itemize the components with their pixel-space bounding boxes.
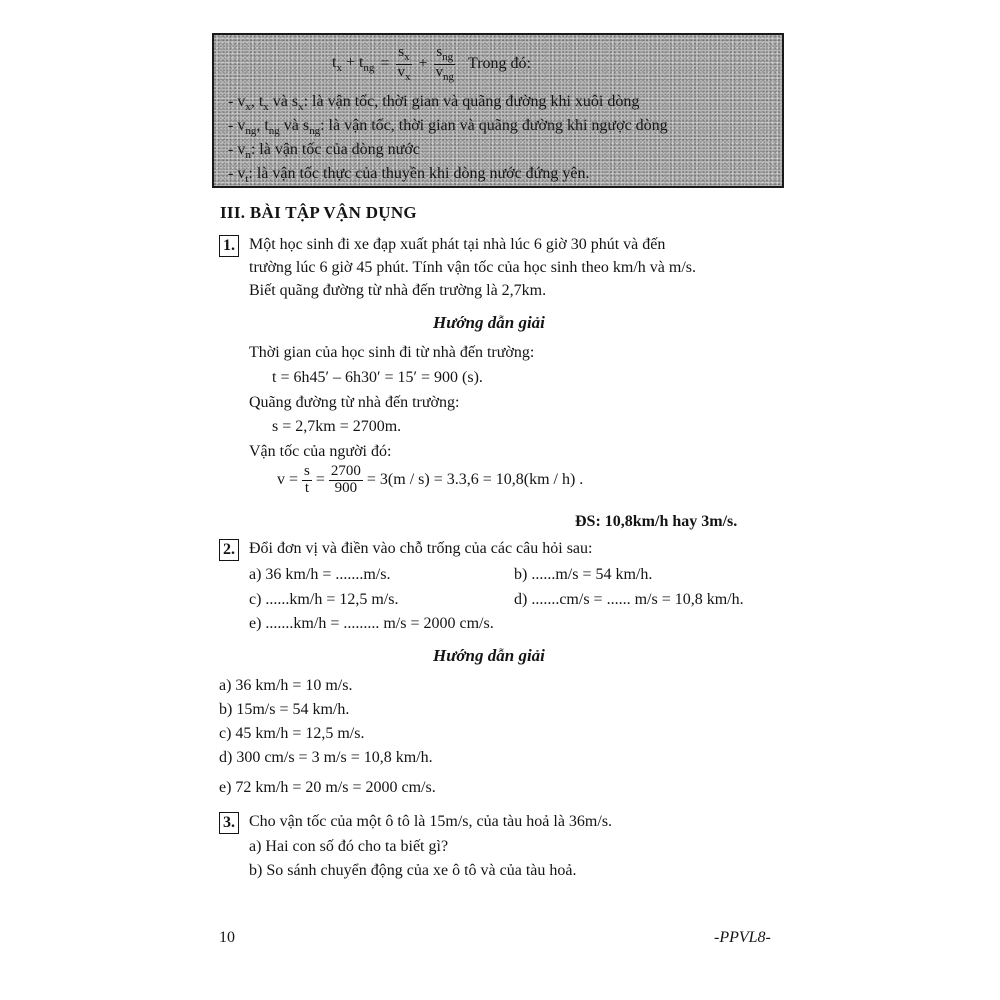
- ex1-velocity-formula: [277, 464, 583, 497]
- ex1-guide-heading: Hướng dẫn giải: [433, 313, 545, 332]
- formula-equals: =: [380, 55, 390, 73]
- page-number: 10: [219, 929, 235, 946]
- velocity-result: = 3(m / s) = 3.3,6 = 10,8(km / h) .: [366, 471, 584, 489]
- ex2-prompt: Đổi đơn vị và điền vào chỗ trống của các câu hỏi sau:: [249, 540, 593, 557]
- ex1-text-line2: trường lúc 6 giờ 45 phút. Tính vận tốc của học sinh theo km/h và m/s.: [249, 259, 697, 276]
- fraction-sx-vx: $\frac{s_x}{v_x}$: [397, 44, 411, 83]
- ex2-answer-d: d) 300 cm/s = 3 m/s = 10,8 km/h.: [219, 749, 433, 766]
- ex3-item-b: b) So sánh chuyển động của xe ô tô và của tàu hoả.: [249, 862, 577, 879]
- velocity-equals: =: [315, 471, 325, 489]
- ex2-item-a: a) 36 km/h = .......m/s.: [249, 566, 391, 583]
- ex3-item-a: a) Hai con số đó cho ta biết gì?: [249, 838, 449, 855]
- fraction-2700-over-900: $\frac{2700}{900}$: [330, 463, 361, 496]
- velocity-lhs: v =: [277, 471, 299, 489]
- ex2-answer-e: e) 72 km/h = 20 m/s = 2000 cm/s.: [219, 779, 436, 796]
- legend-line-current: - $v_n$: là vận tốc của dòng nước: [228, 141, 420, 162]
- section-title: III. BÀI TẬP VẬN DỤNG: [220, 203, 417, 222]
- exercise-number-1: 1.: [219, 235, 239, 257]
- exercise-number-3: 3.: [219, 812, 239, 834]
- ex2-guide-heading: Hướng dẫn giải: [433, 646, 545, 665]
- fraction-s-over-t: $\frac{s}{t}$: [304, 463, 310, 496]
- ex1-sol-line5: Vận tốc của người đó:: [249, 443, 392, 460]
- fraction-sng-vng: $\frac{s_{ng}}{v_{ng}}$: [435, 44, 454, 83]
- legend-line-still-water: - $v_t$: là vận tốc thực của thuyền khi dòng nước đứng yên.: [228, 165, 590, 186]
- ex1-answer: ĐS: 10,8km/h hay 3m/s.: [575, 513, 738, 530]
- ex2-answer-c: c) 45 km/h = 12,5 m/s.: [219, 725, 365, 742]
- ex2-answer-b: b) 15m/s = 54 km/h.: [219, 701, 350, 718]
- ex2-item-c: c) ......km/h = 12,5 m/s.: [249, 591, 399, 608]
- ex1-sol-line3: Quãng đường từ nhà đến trường:: [249, 394, 460, 411]
- formula-row: [332, 45, 531, 83]
- ex1-text-line3: Biết quãng đường từ nhà đến trường là 2,7km.: [249, 282, 547, 299]
- book-series-mark: -PPVL8-: [714, 929, 771, 946]
- ex2-item-b: b) ......m/s = 54 km/h.: [514, 566, 653, 583]
- formula-lhs: $t_x + t_{ng}$: [332, 53, 375, 75]
- ex1-text-line1: Một học sinh đi xe đạp xuất phát tại nhà lúc 6 giờ 30 phút và đến: [249, 236, 666, 253]
- formula-box: [212, 33, 784, 188]
- ex1-sol-time: t = 6h45′ – 6h30′ = 15′ = 900 (s).: [272, 369, 483, 386]
- formula-tail: Trong đó:: [467, 55, 531, 73]
- ex1-sol-distance: s = 2,7km = 2700m.: [272, 418, 402, 435]
- exercise-number-2: 2.: [219, 539, 239, 561]
- ex2-answer-a: a) 36 km/h = 10 m/s.: [219, 677, 353, 694]
- formula-plus: +: [418, 55, 428, 73]
- ex1-sol-line1: Thời gian của học sinh đi từ nhà đến trường:: [249, 344, 535, 361]
- ex2-item-e: e) .......km/h = ......... m/s = 2000 cm/s.: [249, 615, 494, 632]
- legend-line-upstream: - $v_{ng}$, $t_{ng}$ và $s_{ng}$: là vận tốc, thời gian và quãng đường khi ngược dòng: [228, 117, 668, 138]
- ex2-item-d: d) .......cm/s = ...... m/s = 10,8 km/h.: [514, 591, 744, 608]
- legend-line-downstream: - $v_x$, $t_x$ và $s_x$: là vận tốc, thời gian và quãng đường khi xuôi dòng: [228, 93, 640, 114]
- ex3-prompt: Cho vận tốc của một ô tô là 15m/s, của tàu hoả là 36m/s.: [249, 813, 613, 830]
